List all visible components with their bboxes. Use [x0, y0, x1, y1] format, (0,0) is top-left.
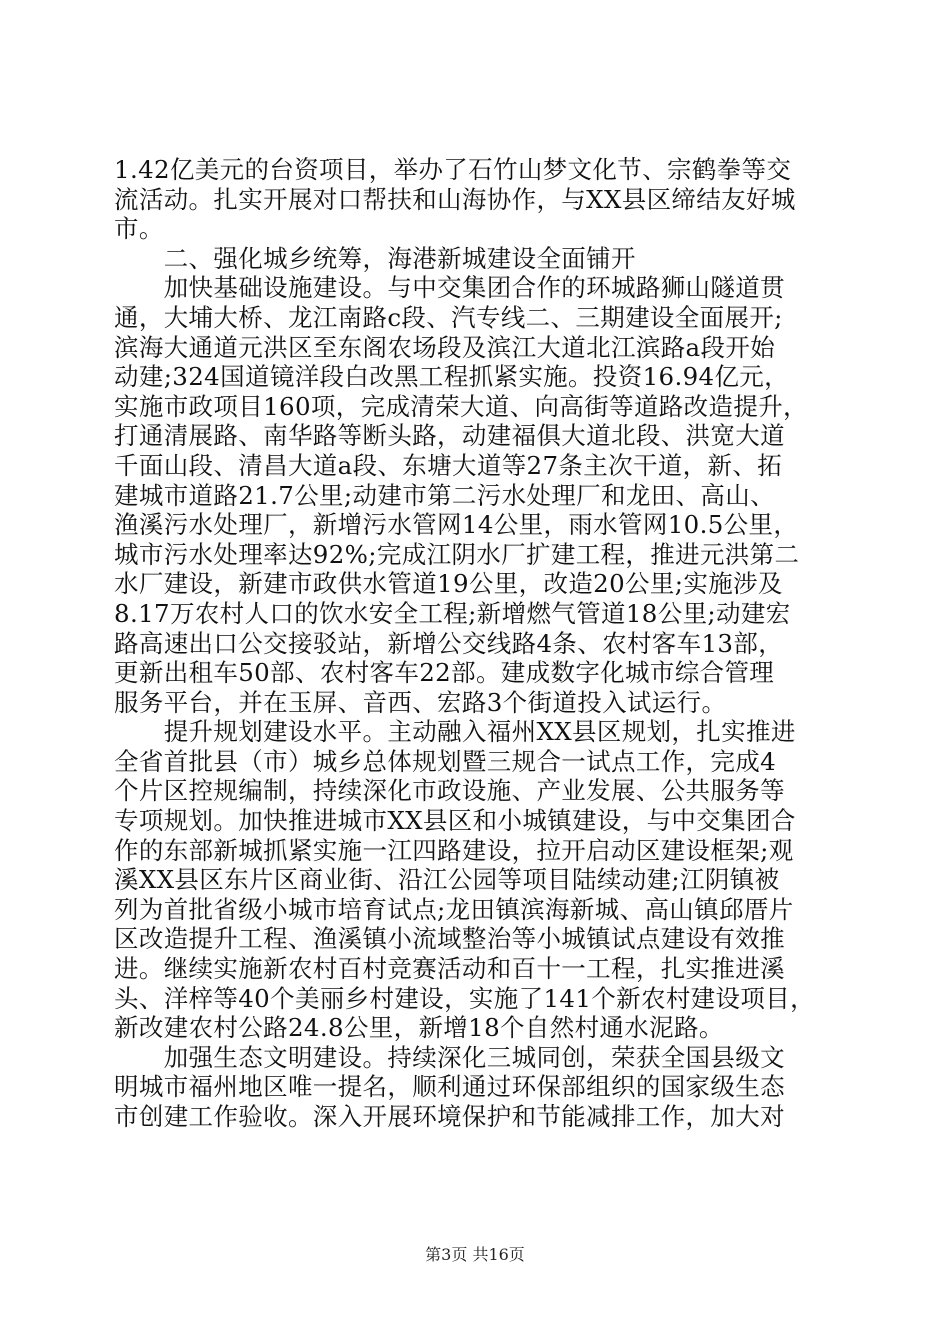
text-line: 进。继续实施新农村百村竞赛活动和百十一工程，扎实推进溪: [114, 954, 785, 984]
text-line: 实施市政项目160项，完成清荣大道、向高街等道路改造提升，: [114, 391, 808, 421]
page-number-label: 第3页 共16页: [425, 1245, 525, 1264]
text-line: 流活动。扎实开展对口帮扶和山海协作，与XX县区缔结友好城: [114, 184, 796, 214]
text-line: 提升规划建设水平。主动融入福州XX县区规划，扎实推进: [114, 717, 796, 747]
section-heading: 二、强化城乡统筹，海港新城建设全面铺开: [114, 243, 636, 273]
text-line: 服务平台，并在玉屏、音西、宏路3个街道投入试运行。: [114, 687, 727, 717]
text-line: 千面山段、清昌大道a段、东塘大道等27条主次干道，新、拓: [114, 450, 783, 480]
text-line: 打通清展路、南华路等断头路，动建福俱大道北段、洪宽大道: [114, 421, 785, 451]
text-line: 滨海大通道元洪区至东阁农场段及滨江大道北江滨路a段开始: [114, 332, 776, 362]
text-line: 溪XX县区东片区商业街、沿江公园等项目陆续动建;江阴镇被: [114, 865, 780, 895]
text-line: 明城市福州地区唯一提名，顺利通过环保部组织的国家级生态: [114, 1072, 785, 1102]
text-line: 个片区控规编制，持续深化市政设施、产业发展、公共服务等: [114, 776, 785, 806]
text-line: 列为首批省级小城市培育试点;龙田镇滨海新城、高山镇邱厝片: [114, 894, 794, 924]
text-line: 建城市道路21.7公里;动建市第二污水处理厂和龙田、高山、: [114, 480, 775, 510]
text-line: 城市污水处理率达92%;完成江阴水厂扩建工程，推进元洪第二: [114, 539, 800, 569]
text-line: 市。: [114, 214, 164, 244]
text-line: 市创建工作验收。深入开展环境保护和节能减排工作，加大对: [114, 1102, 785, 1131]
text-line: 8.17万农村人口的饮水安全工程;新增燃气管道18公里;动建宏: [114, 598, 791, 628]
text-line: 路高速出口公交接驳站，新增公交线路4条、农村客车13部，: [114, 628, 784, 658]
text-line: 水厂建设，新建市政供水管道19公里，改造20公里;实施涉及: [114, 569, 783, 599]
document-body: [114, 155, 842, 1132]
text-line: 专项规划。加快推进城市XX县区和小城镇建设，与中交集团合: [114, 806, 796, 836]
text-line: 作的东部新城抓紧实施一江四路建设，拉开启动区建设框架;观: [114, 835, 794, 865]
text-line: 渔溪污水处理厂，新增污水管网14公里，雨水管网10.5公里，: [114, 510, 799, 540]
page-footer: [0, 1245, 950, 1265]
text-line: 区改造提升工程、渔溪镇小流域整治等小城镇试点建设有效推: [114, 924, 785, 954]
text-line: 更新出租车50部、农村客车22部。建成数字化城市综合管理: [114, 658, 775, 688]
text-line: 通，大埔大桥、龙江南路c段、汽专线二、三期建设全面展开;: [114, 302, 783, 332]
text-line: 1.42亿美元的台资项目，举办了石竹山梦文化节、宗鹤拳等交: [114, 155, 792, 184]
text-line: 新改建农村公路24.8公里，新增18个自然村通水泥路。: [114, 1013, 724, 1043]
text-line: 动建;324国道镜洋段白改黑工程抓紧实施。投资16.94亿元，: [114, 362, 790, 392]
text-line: 全省首批县（市）城乡总体规划暨三规合一试点工作，完成4: [114, 746, 777, 776]
text-line: 加强生态文明建设。持续深化三城同创，荣获全国县级文: [114, 1042, 785, 1072]
text-line: 加快基础设施建设。与中交集团合作的环城路狮山隧道贯: [114, 273, 785, 303]
text-line: 头、洋梓等40个美丽乡村建设，实施了141个新农村建设项目，: [114, 983, 815, 1013]
